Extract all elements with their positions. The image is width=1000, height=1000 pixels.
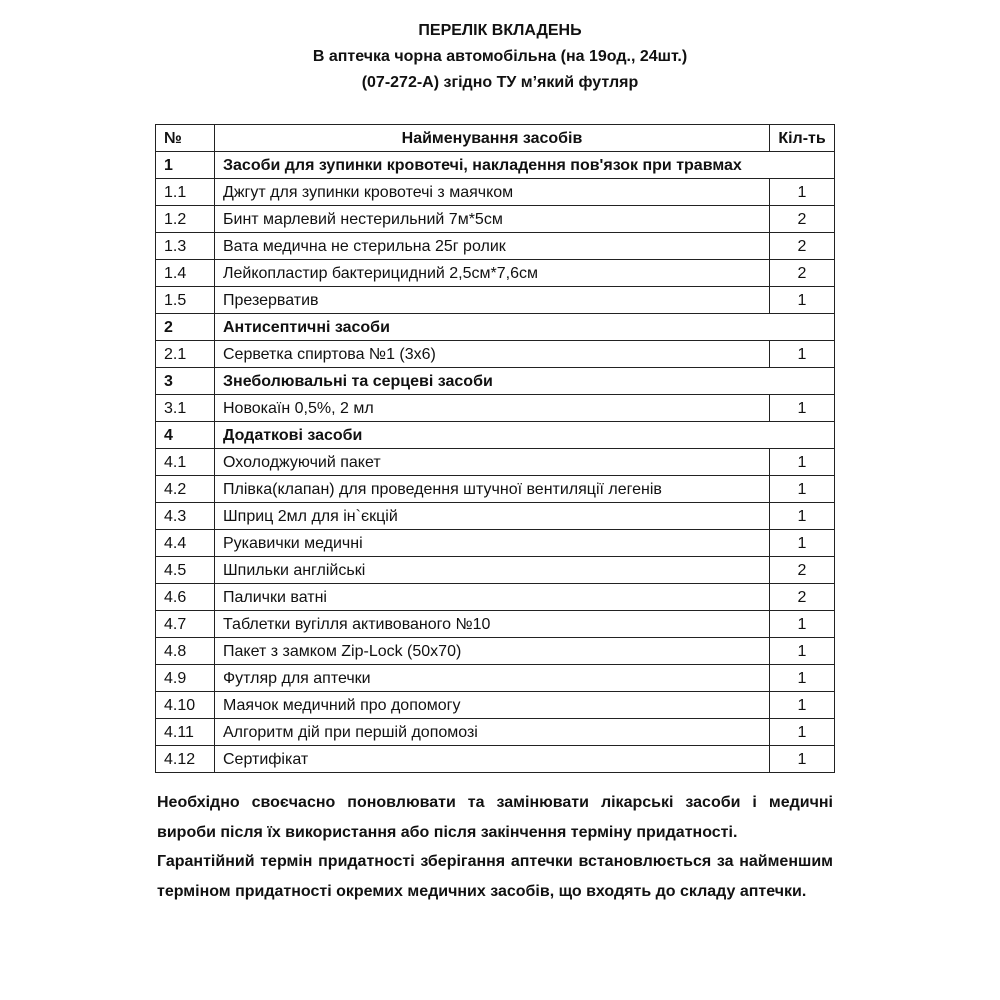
- row-name: Пакет з замком Zip-Lock (50х70): [215, 638, 770, 665]
- row-name: Палички ватні: [215, 584, 770, 611]
- row-num: 4.11: [156, 719, 215, 746]
- row-qty: 1: [770, 503, 835, 530]
- row-qty: 1: [770, 395, 835, 422]
- row-num: 4.5: [156, 557, 215, 584]
- table-row: [156, 665, 835, 692]
- row-num: 4.8: [156, 638, 215, 665]
- row-num: 4.12: [156, 746, 215, 773]
- header-num: №: [156, 125, 215, 152]
- table-row: [156, 584, 835, 611]
- row-qty: 2: [770, 260, 835, 287]
- table-row: [156, 503, 835, 530]
- row-num: 4.1: [156, 449, 215, 476]
- row-qty: 1: [770, 638, 835, 665]
- row-qty: 1: [770, 719, 835, 746]
- table-row: [156, 638, 835, 665]
- row-qty: [770, 368, 835, 395]
- row-name: Рукавички медичні: [215, 530, 770, 557]
- row-num: 1: [156, 152, 215, 179]
- row-num: 4.6: [156, 584, 215, 611]
- row-name: Маячок медичний про допомогу: [215, 692, 770, 719]
- row-num: 4: [156, 422, 215, 449]
- row-num: 2: [156, 314, 215, 341]
- title-line-2: В аптечка чорна автомобільна (на 19од., 24шт.): [312, 48, 688, 65]
- row-name: Додаткові засоби: [215, 422, 770, 449]
- table-row: [156, 530, 835, 557]
- title-line-1: ПЕРЕЛІК ВКЛАДЕНЬ: [418, 22, 582, 39]
- contents-table: [155, 124, 835, 773]
- row-qty: 2: [770, 557, 835, 584]
- section-row: [156, 314, 835, 341]
- row-num: 4.4: [156, 530, 215, 557]
- row-qty: [770, 314, 835, 341]
- table-row: [156, 287, 835, 314]
- title-line-3: (07-272-А) згідно ТУ м’який футляр: [361, 74, 639, 91]
- row-qty: 1: [770, 611, 835, 638]
- row-num: 4.2: [156, 476, 215, 503]
- row-qty: 1: [770, 341, 835, 368]
- section-row: [156, 422, 835, 449]
- row-num: 2.1: [156, 341, 215, 368]
- table-row: [156, 395, 835, 422]
- header-name: Найменування засобів: [215, 125, 770, 152]
- notes-block: [157, 788, 833, 906]
- row-qty: [770, 152, 835, 179]
- document-title: [0, 18, 1000, 96]
- row-qty: 2: [770, 233, 835, 260]
- table-row: [156, 692, 835, 719]
- section-row: [156, 368, 835, 395]
- row-name: Алгоритм дій при першій допомозі: [215, 719, 770, 746]
- table-row: [156, 476, 835, 503]
- row-name: Лейкопластир бактерицидний 2,5см*7,6см: [215, 260, 770, 287]
- row-qty: 1: [770, 746, 835, 773]
- table-row: [156, 179, 835, 206]
- row-qty: 1: [770, 179, 835, 206]
- row-name: Охолоджуючий пакет: [215, 449, 770, 476]
- row-name: Засоби для зупинки кровотечі, накладення пов'язок при травмах: [215, 152, 770, 179]
- row-name: Новокаїн 0,5%, 2 мл: [215, 395, 770, 422]
- table-row: [156, 260, 835, 287]
- row-name: Шприц 2мл для ін`єкцій: [215, 503, 770, 530]
- table-row: [156, 611, 835, 638]
- table-row: [156, 341, 835, 368]
- row-num: 4.10: [156, 692, 215, 719]
- table-row: [156, 557, 835, 584]
- row-num: 1.1: [156, 179, 215, 206]
- table-row: [156, 719, 835, 746]
- row-num: 4.9: [156, 665, 215, 692]
- row-name: Футляр для аптечки: [215, 665, 770, 692]
- row-qty: 1: [770, 692, 835, 719]
- table-row: [156, 746, 835, 773]
- row-name: Вата медична не стерильна 25г ролик: [215, 233, 770, 260]
- header-qty: Кіл-ть: [770, 125, 835, 152]
- row-qty: 1: [770, 449, 835, 476]
- row-num: 4.3: [156, 503, 215, 530]
- row-name: Антисептичні засоби: [215, 314, 770, 341]
- row-name: Серветка спиртова №1 (3х6): [215, 341, 770, 368]
- row-name: Знеболювальні та серцеві засоби: [215, 368, 770, 395]
- table-row: [156, 233, 835, 260]
- table-header-row: [156, 125, 835, 152]
- row-num: 1.5: [156, 287, 215, 314]
- row-num: 1.2: [156, 206, 215, 233]
- row-num: 3.1: [156, 395, 215, 422]
- row-qty: 1: [770, 287, 835, 314]
- row-name: Бинт марлевий нестерильний 7м*5см: [215, 206, 770, 233]
- table-body: [156, 152, 835, 773]
- row-qty: [770, 422, 835, 449]
- row-num: 4.7: [156, 611, 215, 638]
- row-num: 1.3: [156, 233, 215, 260]
- row-qty: 2: [770, 206, 835, 233]
- note-paragraph-2: Гарантійний термін придатності зберігання аптечки встановлюється за найменшим терміном придатності окремих медичних засобів, що входять до складу аптечки.: [157, 853, 833, 900]
- table-row: [156, 206, 835, 233]
- table-row: [156, 449, 835, 476]
- row-num: 3: [156, 368, 215, 395]
- row-qty: 2: [770, 584, 835, 611]
- row-name: Сертифікат: [215, 746, 770, 773]
- row-name: Презерватив: [215, 287, 770, 314]
- note-paragraph-1: Необхідно своєчасно поновлювати та замінювати лікарські засоби і медичні вироби після їх використання або після закінчення терміну придатності.: [157, 794, 833, 841]
- row-num: 1.4: [156, 260, 215, 287]
- section-row: [156, 152, 835, 179]
- row-name: Джгут для зупинки кровотечі з маячком: [215, 179, 770, 206]
- row-qty: 1: [770, 530, 835, 557]
- row-name: Таблетки вугілля активованого №10: [215, 611, 770, 638]
- row-qty: 1: [770, 476, 835, 503]
- row-name: Плівка(клапан) для проведення штучної вентиляції легенів: [215, 476, 770, 503]
- row-name: Шпильки англійські: [215, 557, 770, 584]
- row-qty: 1: [770, 665, 835, 692]
